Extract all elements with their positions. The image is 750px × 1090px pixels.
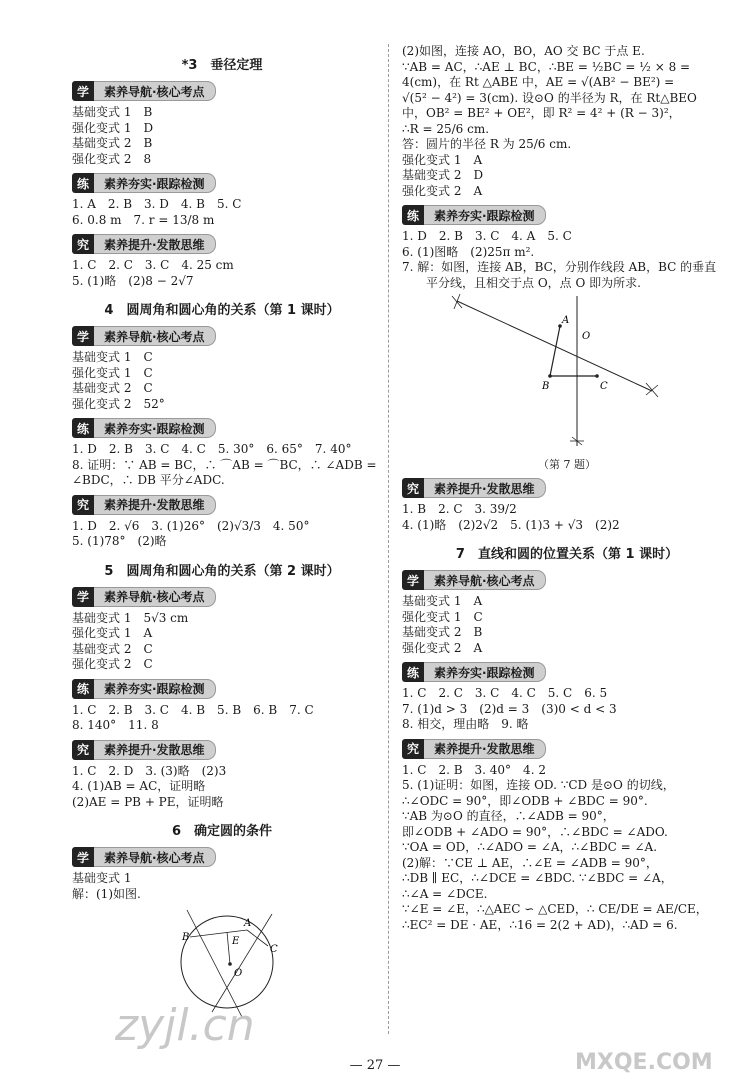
fig7-label-b: B: [542, 381, 550, 392]
fig6-label-c: C: [270, 944, 278, 955]
answer-line: ∴∠ODC = 90°，即∠ODB + ∠BDC = 90°.: [402, 793, 648, 808]
answer-line: 基础变式 1 B: [72, 105, 153, 119]
answer-line: 基础变式 2 C: [72, 381, 153, 395]
answer-line: 基础变式 2 B: [72, 136, 153, 150]
pill-badge: 学: [402, 570, 424, 590]
section-pill: [72, 495, 372, 515]
answer-line: (2)解：∵CE ⊥ AE，∴∠E = ∠ADB = 90°，: [402, 855, 658, 870]
answer-line: 强化变式 2 8: [72, 151, 152, 166]
pill-badge: 练: [72, 418, 94, 438]
answer-line: ∴∠A = ∠DCE.: [402, 886, 488, 901]
pill-label: 素养导航·核心考点: [424, 570, 546, 590]
section-title: 7 直线和圆的位置关系（第 1 课时）: [455, 547, 679, 562]
pill-label: 素养导航·核心考点: [94, 326, 216, 346]
pill-badge: 学: [72, 847, 94, 867]
pill-badge: 学: [72, 326, 94, 346]
right-column: [402, 44, 732, 933]
answer-line: 1. D 2. √6 3. (1)26° (2)√3/3 4. 50°: [72, 518, 310, 533]
answer-line: 1. C 2. B 3. 40° 4. 2: [402, 762, 546, 777]
section-pill: [72, 234, 372, 254]
answer-line: ∴R = 25/6 cm.: [402, 121, 490, 136]
pill-badge: 究: [72, 495, 94, 515]
column-divider: [388, 44, 390, 1034]
answer-line: ∠BDC，∴ DB 平分∠ADC.: [72, 473, 225, 487]
pill-label: 素养提升·发散思维: [94, 495, 216, 515]
answer-line: 答：圆片的半径 R 为 25/6 cm.: [402, 137, 572, 151]
section-title: 6 确定圆的条件: [171, 824, 273, 839]
answer-line: 平分线，且相交于点 O，点 O 即为所求.: [402, 275, 641, 290]
pill-label: 素养夯实·跟踪检测: [94, 418, 216, 438]
answer-line: 强化变式 1 C: [402, 609, 483, 624]
answer-line: 1. D 2. B 3. C 4. A 5. C: [402, 229, 572, 243]
section-pill: [72, 173, 372, 193]
answer-line: 7. (1)d > 3 (2)d = 3 (3)0 < d < 3: [402, 701, 617, 716]
answer-line: 1. C 2. C 3. C 4. 25 cm: [72, 258, 234, 272]
fig7-label-o: O: [582, 331, 591, 342]
answer-line: 强化变式 1 C: [72, 365, 153, 380]
answer-line: 即∠ODB + ∠ADO = 90°，∴∠BDC = ∠ADO.: [402, 824, 668, 839]
section-title: *3 垂径定理: [181, 58, 263, 73]
fig7-label-c: C: [600, 381, 608, 392]
answer-line: 强化变式 1 D: [72, 120, 154, 135]
answer-line: 6. (1)图略 (2)25π m².: [402, 244, 535, 259]
answer-line: 1. A 2. B 3. D 4. B 5. C: [72, 197, 242, 211]
pill-badge: 学: [72, 81, 94, 101]
section-pill: [402, 205, 732, 225]
fig7-label-a: A: [562, 315, 570, 326]
answer-line: 5. (1)78° (2)略: [72, 534, 167, 548]
answer-line: 1. B 2. C 3. 39/2: [402, 502, 517, 516]
pill-badge: 练: [72, 173, 94, 193]
pill-badge: 究: [402, 739, 424, 759]
section-pill: [402, 478, 732, 498]
answer-line: 基础变式 2 B: [402, 625, 483, 639]
answer-line: 6. 0.8 m 7. r = 13/8 m: [72, 212, 215, 227]
answer-line: 5. (1)略 (2)8 − 2√7: [72, 273, 194, 288]
pill-label: 素养导航·核心考点: [94, 847, 216, 867]
answer-line: ∴EC² = DE · AE，∴16 = 2(2 + AD)，∴AD = 6.: [402, 917, 678, 932]
watermark-right: MXQE.COM: [575, 1050, 713, 1075]
answer-line: ∵OA = OD，∴∠ADO = ∠A，∴∠BDC = ∠A.: [402, 840, 658, 854]
answer-line: 基础变式 1 5√3 cm: [72, 610, 189, 625]
pill-label: 素养夯实·跟踪检测: [424, 662, 546, 682]
section-pill: [402, 662, 732, 682]
answer-line: ∵∠E = ∠E，∴△AEC ∽ △CED，∴ CE/DE = AE/CE，: [402, 902, 708, 916]
answer-line: 1. C 2. C 3. C 4. C 5. C 6. 5: [402, 686, 608, 700]
fig6-label-e: E: [232, 936, 240, 947]
pill-label: 素养提升·发散思维: [94, 740, 216, 760]
answer-line: 8. 相交，理由略 9. 略: [402, 717, 529, 731]
section-pill: [72, 587, 372, 607]
answer-line: 4(cm)，在 Rt △ABE 中，AE = √(AB² − BE²) =: [402, 75, 675, 89]
answer-line: ∴DB ∥ EC，∴∠DCE = ∠BDC. ∵∠BDC = ∠A，: [402, 871, 673, 885]
answer-line: √(5² − 4²) = 3(cm). 设⊙O 的半径为 R，在 Rt△BEO: [402, 90, 697, 105]
fig6-label-o: O: [234, 968, 243, 979]
answer-line: 1. C 2. D 3. (3)略 (2)3: [72, 763, 227, 778]
answer-line: 4. (1)AB = AC，证明略: [72, 779, 206, 793]
answer-line: 4. (1)略 (2)2√2 5. (1)3 + √3 (2)2: [402, 517, 620, 532]
answer-line: ∵AB = AC，∴AE ⊥ BC，∴BE = ½BC = ½ × 8 =: [402, 59, 691, 74]
pill-label: 素养提升·发散思维: [424, 739, 546, 759]
pill-badge: 练: [402, 205, 424, 225]
pill-badge: 究: [72, 234, 94, 254]
left-column: [72, 44, 377, 1025]
pill-label: 素养夯实·跟踪检测: [424, 205, 546, 225]
answer-line: 中，OB² = BE² + OE²，即 R² = 4² + (R − 3)²，: [402, 106, 681, 120]
section-pill: [402, 739, 732, 759]
section-title: 4 圆周角和圆心角的关系（第 1 课时）: [104, 303, 340, 318]
answer-line: 基础变式 1 A: [402, 594, 483, 608]
answer-line: 基础变式 1 C: [72, 350, 153, 364]
pill-badge: 练: [72, 679, 94, 699]
pill-label: 素养导航·核心考点: [94, 81, 216, 101]
answer-line: 强化变式 1 A: [402, 152, 483, 167]
answer-line: 基础变式 2 C: [72, 641, 153, 656]
pill-label: 素养夯实·跟踪检测: [94, 173, 216, 193]
pill-badge: 学: [72, 587, 94, 607]
answer-line: (2)如图，连接 AO，BO，AO 交 BC 于点 E.: [402, 44, 645, 58]
section-pill: [72, 679, 372, 699]
figure-7: [402, 291, 732, 472]
section-pill: [72, 740, 372, 760]
answer-line: (2)AE = PB + PE，证明略: [72, 794, 224, 809]
pill-badge: 究: [402, 478, 424, 498]
answer-line: 基础变式 1: [72, 871, 132, 885]
page-number: — 27 —: [349, 1058, 401, 1073]
answer-line: 5. (1)证明：如图，连接 OD. ∵CD 是⊙O 的切线，: [402, 778, 675, 792]
pill-label: 素养提升·发散思维: [94, 234, 216, 254]
answer-line: 8. 140° 11. 8: [72, 718, 159, 732]
answer-line: 解：(1)如图.: [72, 886, 141, 901]
section-pill: [72, 326, 372, 346]
answer-line: 1. C 2. B 3. C 4. B 5. B 6. B 7. C: [72, 702, 314, 717]
pill-label: 素养提升·发散思维: [424, 478, 546, 498]
pill-label: 素养导航·核心考点: [94, 587, 216, 607]
pill-badge: 究: [72, 740, 94, 760]
section-title: 5 圆周角和圆心角的关系（第 2 课时）: [104, 563, 340, 579]
pill-label: 素养夯实·跟踪检测: [94, 679, 216, 699]
watermark-left: zyjl.cn: [115, 1000, 255, 1051]
section-pill: [72, 847, 372, 867]
answer-line: 强化变式 2 A: [402, 183, 483, 198]
answer-line: 1. D 2. B 3. C 4. C 5. 30° 6. 65° 7. 40°: [72, 442, 352, 456]
answer-line: 8. 证明：∵ AB = BC，∴ ⌒AB = ⌒BC，∴ ∠ADB =: [72, 457, 377, 472]
section-pill: [72, 418, 372, 438]
fig6-label-a: A: [244, 918, 252, 929]
answer-line: 强化变式 2 C: [72, 657, 153, 671]
fig6-label-b: B: [182, 932, 190, 943]
perpendicular-bisector-figure: [402, 291, 732, 451]
section-pill: [72, 81, 372, 101]
answer-line: 基础变式 2 D: [402, 168, 484, 182]
answer-line: ∵AB 为⊙O 的直径，∴∠ADB = 90°，: [402, 809, 615, 823]
answer-line: 强化变式 1 A: [72, 626, 153, 640]
figure-caption: （第 7 题）: [538, 458, 596, 471]
answer-line: 强化变式 2 52°: [72, 396, 165, 411]
pill-badge: 练: [402, 662, 424, 682]
answer-line: 7. 解：如图，连接 AB，BC，分别作线段 AB，BC 的垂直: [402, 260, 717, 274]
answer-line: 强化变式 2 A: [402, 640, 483, 655]
section-pill: [402, 570, 732, 590]
